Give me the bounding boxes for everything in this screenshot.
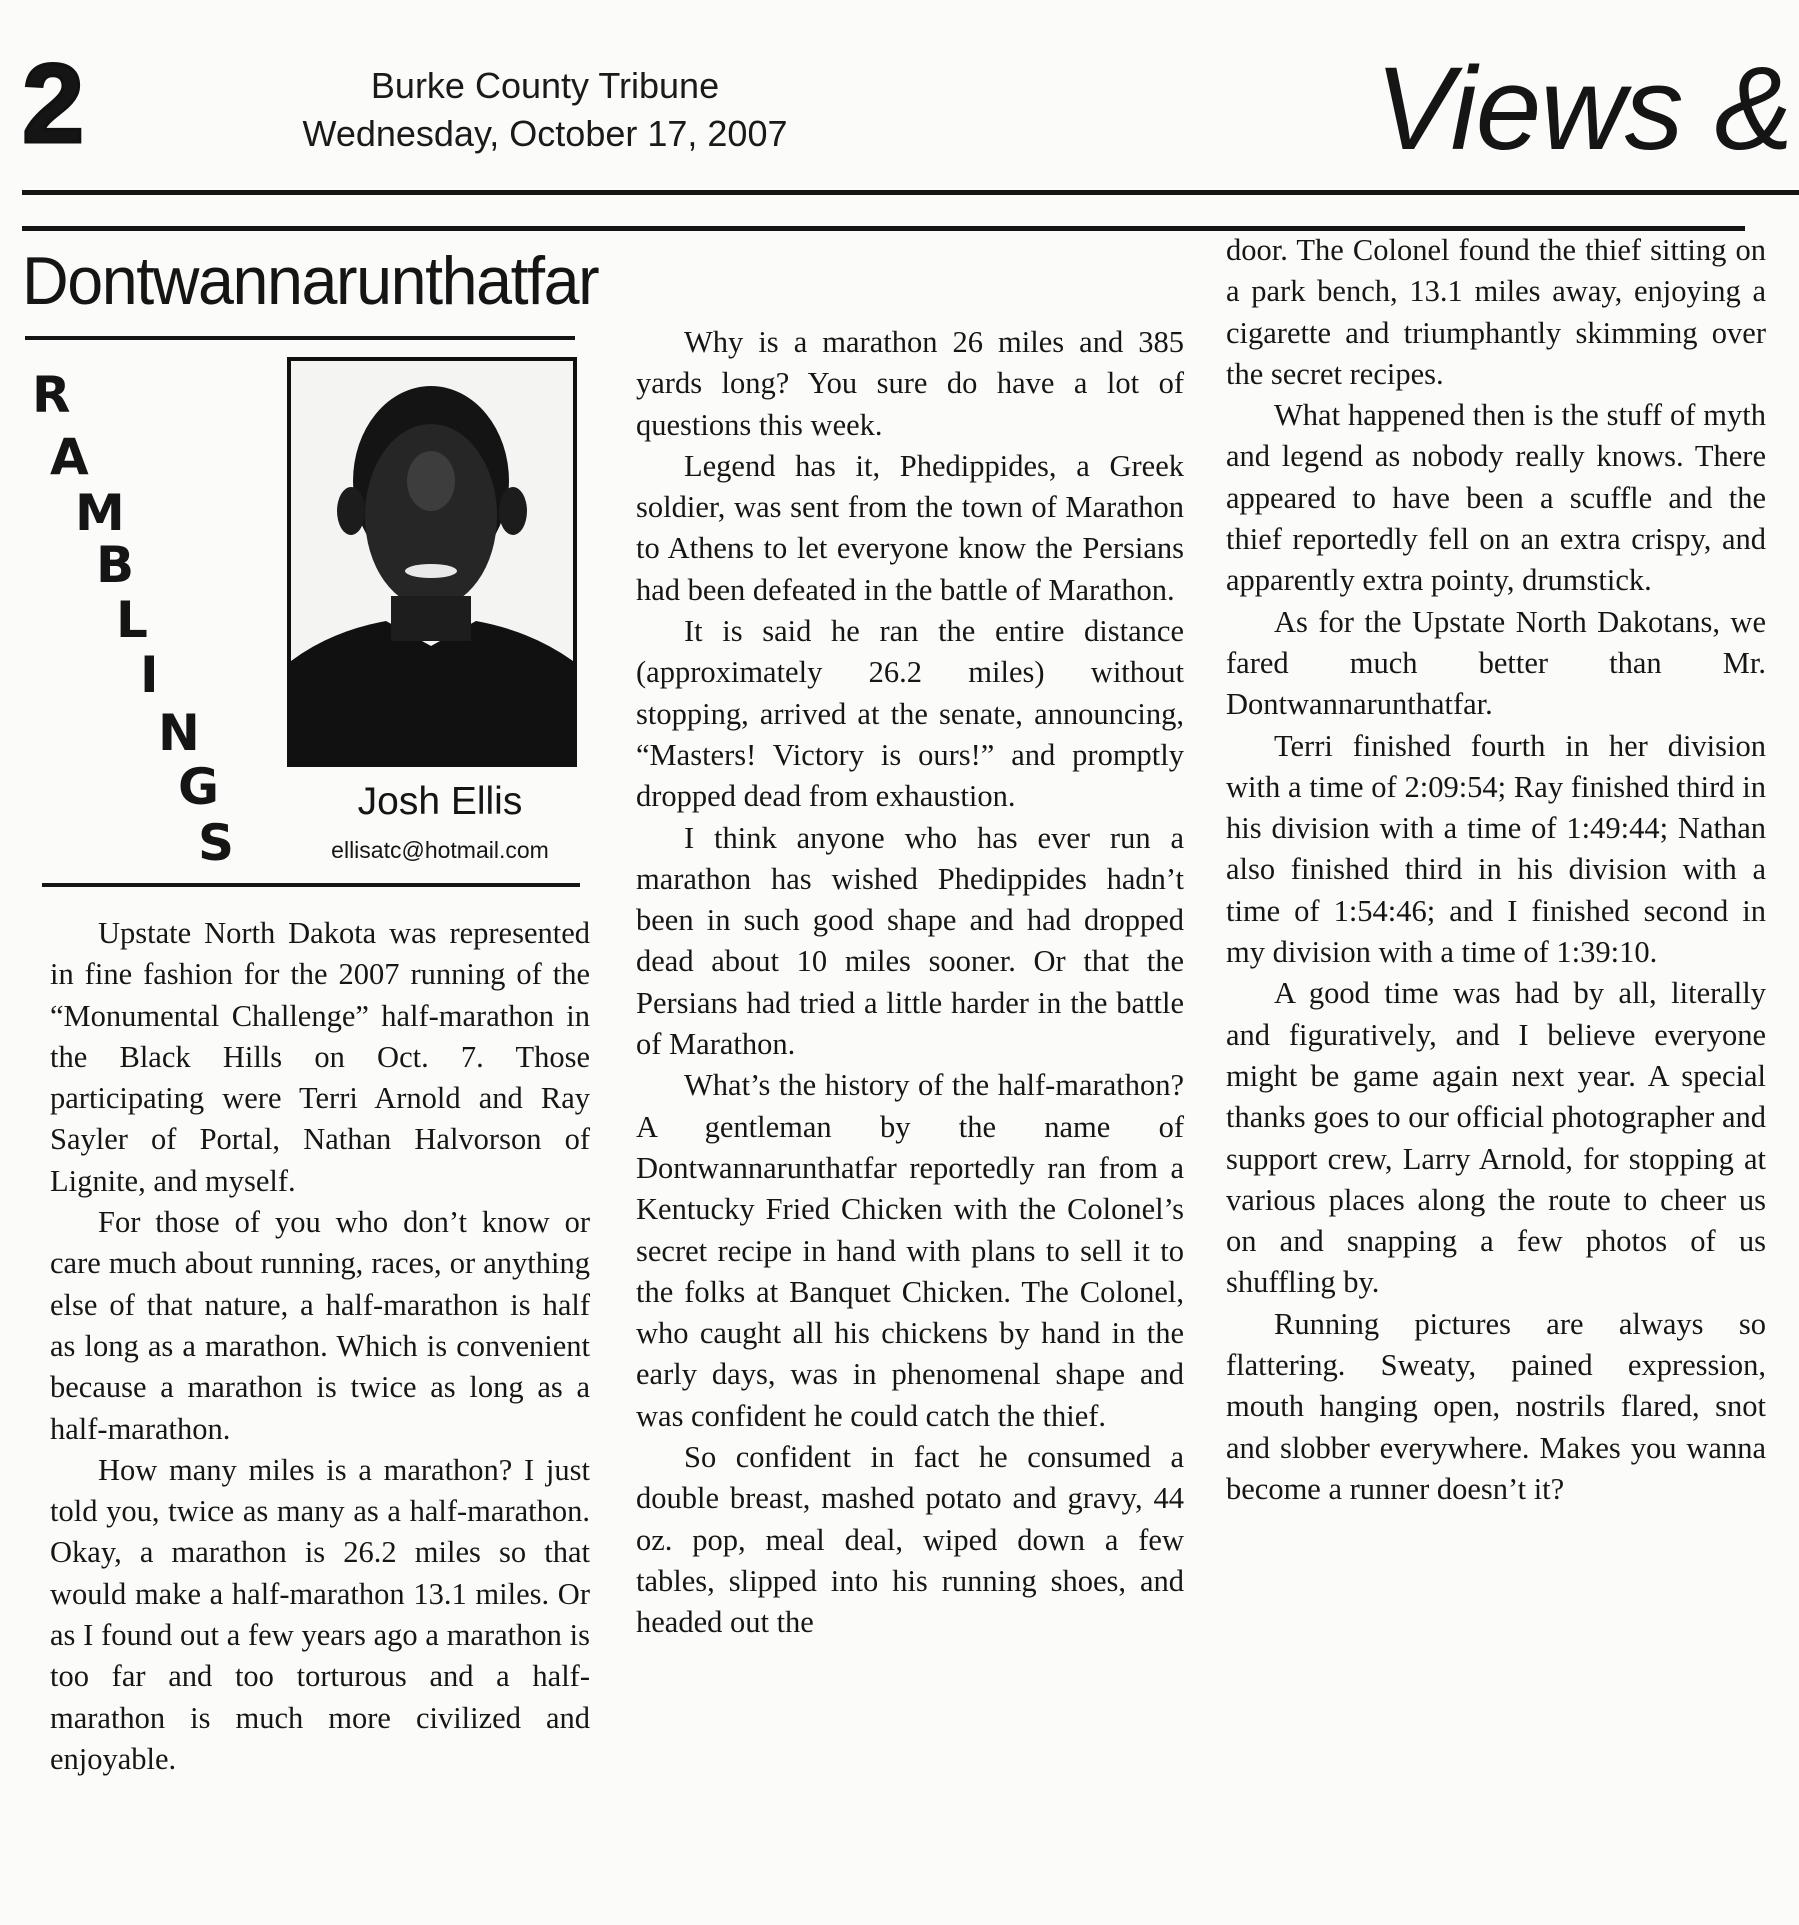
byline-rule	[42, 883, 580, 887]
article-column-3	[1226, 230, 1766, 1510]
masthead-rule	[22, 190, 1799, 195]
column-label-letter: A	[50, 428, 89, 486]
paragraph: As for the Upstate North Dakotans, we fared much better than Mr. Dontwannarunthatfar.	[1226, 604, 1766, 722]
paragraph: Upstate North Dakota was represented in fine fashion for the 2007 running of the “Monumental Challenge” half-marathon in the Black Hills on Oct. 7. Those participating were Terri Arnold and Ray Sayler of Portal, Nathan Halvorson of Lignite, and myself.	[50, 916, 590, 1198]
paragraph: For those of you who don’t know or care much about running, races, or anything else of that nature, a half-marathon is half as long as a marathon. Which is convenient because a marathon is twice as long as a half-marathon.	[50, 1205, 590, 1446]
paragraph: Legend has it, Phedippides, a Greek soldier, was sent from the town of Marathon to Athens to let everyone know the Persians had been defeated in the battle of Marathon.	[636, 448, 1184, 607]
column-label-letter: N	[158, 704, 200, 762]
issue-date: Wednesday, October 17, 2007	[302, 113, 788, 154]
column-label-letter: M	[75, 484, 125, 542]
paragraph: It is said he ran the entire distance (approximately 26.2 miles) without stopping, arrived at the senate, announcing, “Masters! Victory is ours!” and promptly dropped dead from exhaustion.	[636, 614, 1184, 814]
column-label-letter: G	[178, 758, 220, 816]
masthead	[245, 62, 845, 158]
headline-rule	[25, 336, 575, 340]
page-number: 2	[22, 41, 83, 166]
column-label-letter: R	[32, 366, 71, 424]
paragraph: I think anyone who has ever run a marathon has wished Phedippides hadn’t been in such good shape and had dropped dead about 10 miles sooner. Or that the Persians had tried a little harder in the battle of Marathon.	[636, 820, 1184, 1062]
paragraph: What happened then is the stuff of myth and legend as nobody really knows. There appeared to have been a scuffle and the thief reportedly fell on an extra crispy, and apparently extra pointy, drumstick.	[1226, 398, 1766, 598]
author-photo	[287, 357, 577, 767]
paragraph: What’s the history of the half-marathon? A gentleman by the name of Dontwannarunthatfar reportedly ran from a Kentucky Fried Chicken with the Colonel’s secret recipe in hand with plans to sell it to the folks at Banquet Chicken. The Colonel, who caught all his chickens by hand in the early days, was in phenomenal shape and was confident he could catch the thief.	[636, 1068, 1184, 1433]
column-label-letter: I	[140, 646, 159, 704]
paragraph: Running pictures are always so flattering. Sweaty, pained expression, mouth hanging open, nostrils flared, snot and slobber everywhere. Makes you wanna become a runner doesn’t it?	[1226, 1306, 1766, 1506]
portrait-icon	[291, 361, 573, 763]
author-name: Josh Ellis	[357, 780, 523, 823]
column-label-letter: L	[116, 591, 148, 649]
paragraph: A good time was had by all, literally and figuratively, and I believe everyone might be game again next year. A special thanks goes to our official photographer and support crew, Larry Arnold, for stopping at various places along the route to cheer us on and snapping a few photos of us shuffling by.	[1226, 976, 1766, 1300]
paragraph-continued: door. The Colonel found the thief sitting on a park bench, 13.1 miles away, enjoying a cigarette and triumphantly skimming over the secret recipes.	[1226, 233, 1766, 391]
paragraph: So confident in fact he consumed a double breast, mashed potato and gravy, 44 oz. pop, meal deal, wiped down a few tables, slipped into his running shoes, and headed out the	[636, 1440, 1184, 1640]
article-column-1	[50, 913, 590, 1780]
article-column-2	[636, 322, 1184, 1644]
section-title: Views &	[1375, 43, 1793, 175]
paragraph: Why is a marathon 26 miles and 385 yards long? You sure do have a lot of questions this week.	[636, 325, 1184, 442]
paragraph: Terri finished fourth in her division with a time of 2:09:54; Ray finished third in his division with a time of 1:49:44; Nathan also finished third in his division with a time of 1:54:46; and I finished second in my division with a time of 1:39:10.	[1226, 728, 1766, 970]
column-label-letter: B	[96, 536, 135, 594]
column-label-letter: S	[198, 814, 235, 872]
author-email[interactable]: ellisatc@hotmail.com	[331, 837, 549, 863]
paper-name: Burke County Tribune	[370, 65, 720, 106]
paragraph: How many miles is a marathon? I just told you, twice as many as a half-marathon. Okay, a marathon is 26.2 miles so that would make a half-marathon 13.1 miles. Or as I found out a few years ago a marathon is too far and too torturous and a half-marathon is much more civilized and enjoyable.	[50, 1452, 590, 1776]
headline: Dontwannarunthatfar	[22, 243, 599, 319]
